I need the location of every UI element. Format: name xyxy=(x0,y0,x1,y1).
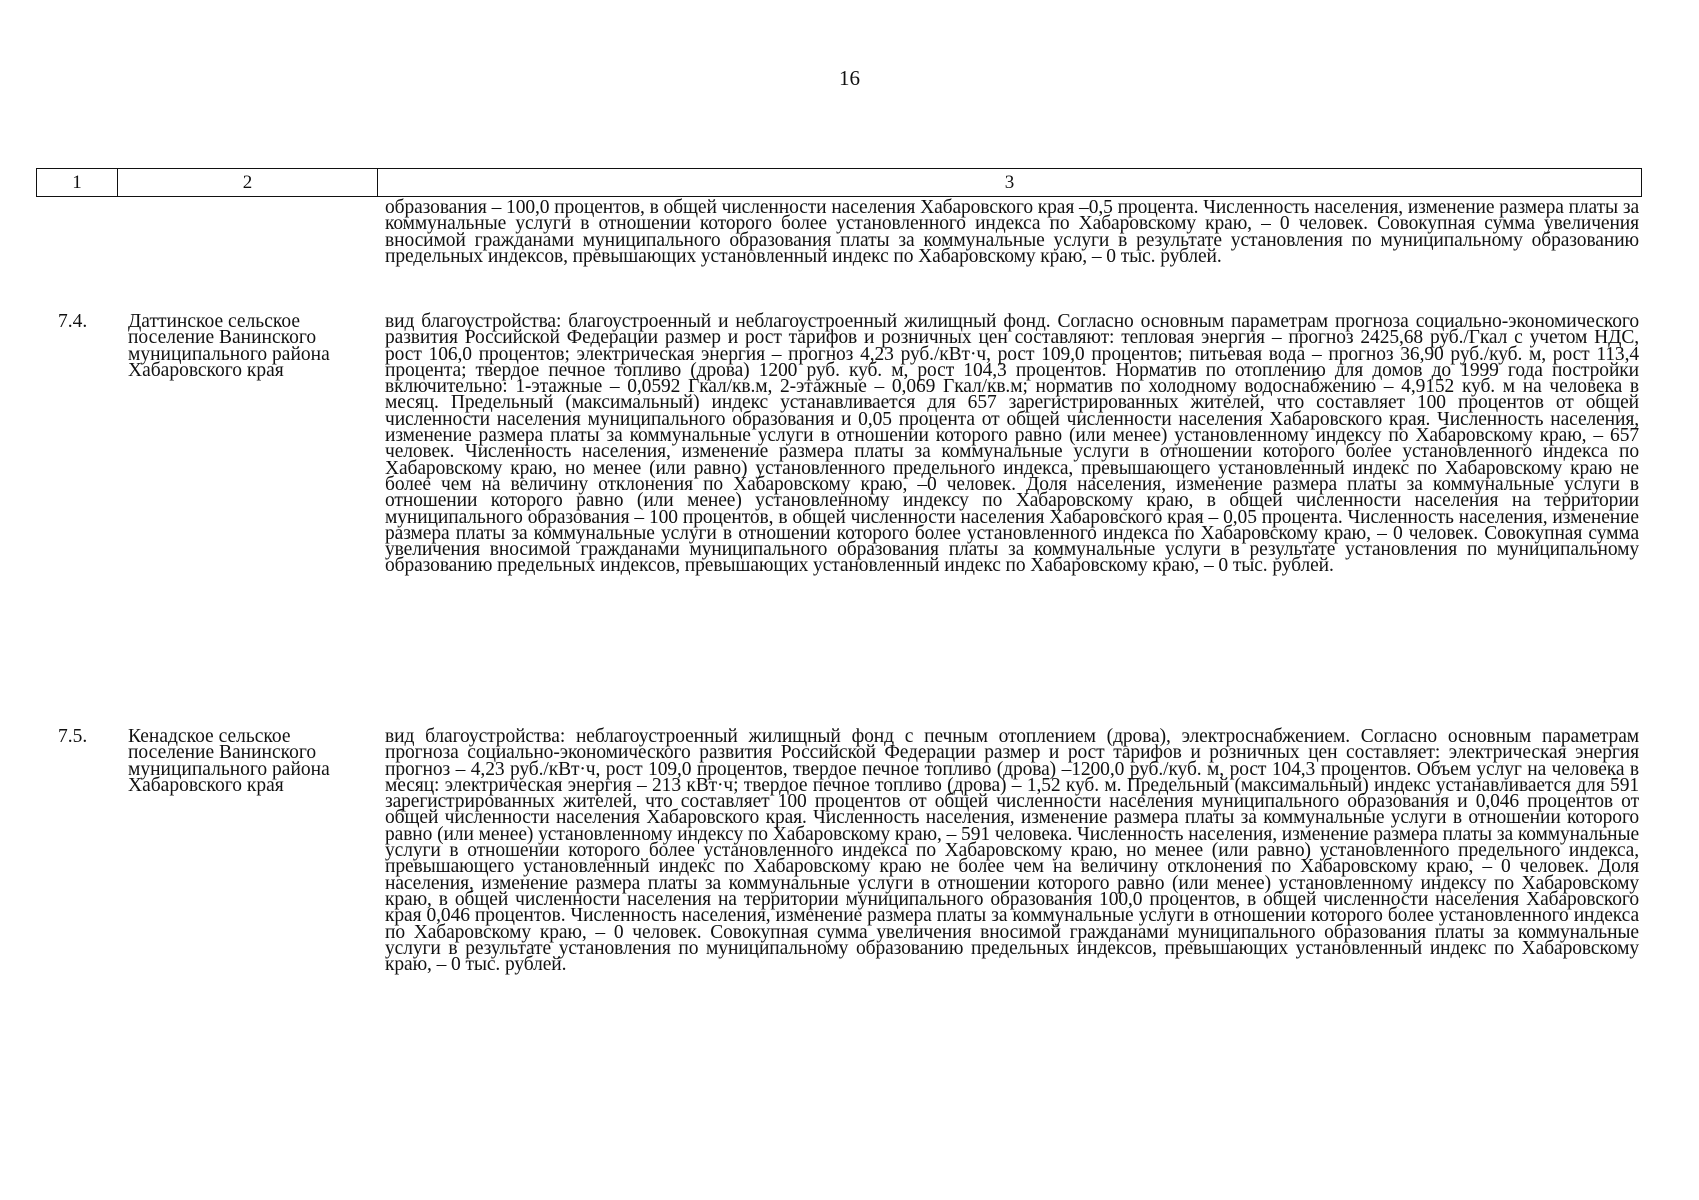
table-row-7-4 xyxy=(36,311,1642,577)
table-row-7-5 xyxy=(36,726,1642,976)
municipality-name: Даттинское сельское поселение Ванинского муниципального района Хабаровского края xyxy=(128,311,330,381)
row-description: образования – 100,0 процентов, в общей численности населения Хабаровского края –0,5 процента. Численность населения, изменение размера платы за коммунальные услуги в отношении которого более установленного индекса по Хабаровскому краю, – 0 человек. Совокупная сумма увеличения вносимой гражданами муниципального образования платы за коммунальные услуги в результате установления по муниципальному образованию предельных индексов, превышающих установленный индекс по Хабаровскому краю, – 0 тыс. рублей. xyxy=(385,197,1639,267)
row-number xyxy=(36,200,117,265)
table-header xyxy=(36,168,1642,197)
header-col-1: 1 xyxy=(37,169,118,196)
row-description: вид благоустройства: благоустроенный и неблагоустроенный жилищный фонд. Согласно основным параметрам прогноза социально-экономического развития Российской Федерации размер и рост тарифов и розничных цен составляют: тепловая энергия – прогноз 2425,68 руб./Гкал с учетом НДС, рост 106,0 процентов; электрическая энергия – прогноз 4,23 руб./кВт·ч, рост 109,0 процентов; питьевая вода – прогноз 36,90 руб./куб. м, рост 113,4 процента; твердое печное топливо (дрова) 1200 руб. куб. м, рост 104,3 процентов. Норматив по отоплению для домов до 1999 года постройки включительно: 1-этажные – 0,0592 Гкал/кв.м, 2-этажные – 0,069 Гкал/кв.м; норматив по холодному водоснабжению – 4,9152 куб. м на человека в месяц. Предельный (максимальный) индекс устанавливается для 657 зарегистрированных жителей, что составляет 100 процентов от общей численности населения муниципального образования и 0,05 процента от общей численности населения Хабаровского края. Численность населения, изменение размера платы за коммунальные услуги в отношении которого равно (или менее) установленному индексу по Хабаровскому краю, – 657 человек. Численность населения, изменение размера платы за коммунальные услуги в отношении которого более установленного индекса по Хабаровскому краю, но менее (или равно) установленного предельного индекса, превышающего установленный индекс по Хабаровскому краю не более чем на величину отклонения по Хабаровскому краю, –0 человек. Доля населения, изменение размера платы за коммунальные услуги в отношении которого равно (или менее) установленному индексу по Хабаровскому краю, в общей численности населения на территории муниципального образования – 100 процентов, в общей численности населения Хабаровского края – 0,05 процента. Численность населения, изменение размера платы за коммунальные услуги в отношении которого более установленного индекса по Хабаровскому краю, – 0 человек. Совокупная сумма увеличения вносимой гражданами муниципального образования платы за коммунальные услуги в результате установления по муниципальному образованию предельных индексов, превышающих установленный индекс по Хабаровскому краю, – 0 тыс. рублей. xyxy=(385,311,1639,577)
municipality-name: Кенадское сельское поселение Ванинского муниципального района Хабаровского края xyxy=(128,726,330,796)
row-number: 7.5. xyxy=(58,726,88,747)
table-row-continuation xyxy=(36,197,1642,267)
header-col-3: 3 xyxy=(1004,171,1015,193)
row-number: 7.4. xyxy=(58,311,88,332)
page-number: 16 xyxy=(839,66,860,90)
row-description: вид благоустройства: неблагоустроенный жилищный фонд с печным отоплением (дрова), электроснабжением. Согласно основным параметрам прогноза социально-экономического развития Российской Федерации размер и рост тарифов и розничных цен составляет: электрическая энергия прогноз – 4,23 руб./кВт·ч, рост 109,0 процентов, твердое печное топливо (дрова) –1200,0 руб./куб. м, рост 104,3 процентов. Объем услуг на человека в месяц: электрическая энергия – 213 кВт·ч; твердое печное топливо (дрова) – 1,52 куб. м. Предельный (максимальный) индекс устанавливается для 591 зарегистрированных жителей, что составляет 100 процентов от общей численности населения муниципального образования и 0,046 процентов от общей численности населения Хабаровского края. Численность населения, изменение размера платы за коммунальные услуги в отношении которого равно (или менее) установленному индексу по Хабаровскому краю, – 591 человека. Численность населения, изменение размера платы за коммунальные услуги в отношении которого более установленного индекса по Хабаровскому краю, но менее (или равно) установленного предельного индекса, превышающего установленный индекс по Хабаровскому краю не более чем на величину отклонения по Хабаровскому краю, – 0 человек. Доля населения, изменение размера платы за коммунальные услуги в отношении которого равно (или менее) установленному индексу по Хабаровскому краю, в общей численности населения на территории муниципального образования 100,0 процентов, в общей численности населения Хабаровского края 0,046 процентов. Численность населения, изменение размера платы за коммунальные услуги в отношении которого более установленного индекса по Хабаровскому краю, – 0 человек. Совокупная сумма увеличения вносимой гражданами муниципального образования платы за коммунальные услуги в результате установления по муниципальному образованию предельных индексов, превышающих установленный индекс по Хабаровскому краю, – 0 тыс. рублей. xyxy=(385,726,1639,976)
municipality-name xyxy=(117,200,379,265)
header-col-2: 2 xyxy=(118,169,378,196)
